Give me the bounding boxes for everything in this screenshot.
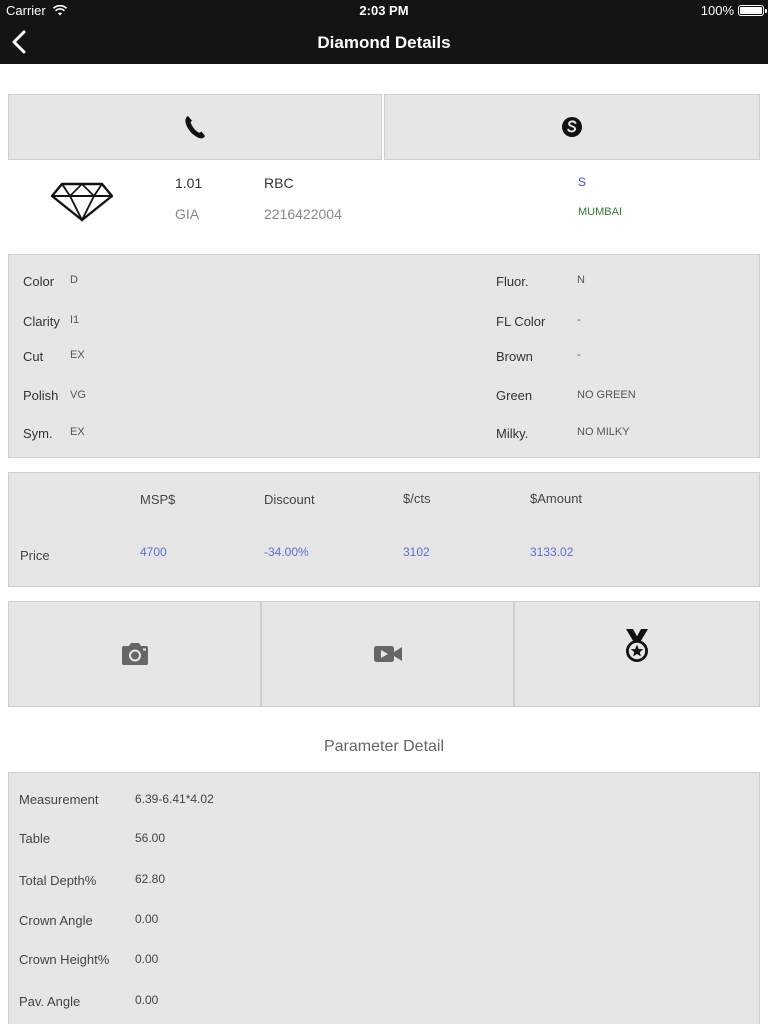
green-label: Green <box>496 388 533 403</box>
color-value: D <box>70 274 78 286</box>
carat-weight: 1.01 <box>175 175 203 191</box>
skype-icon <box>560 114 584 140</box>
milky-value: NO MILKY <box>577 426 630 438</box>
price-panel <box>8 472 760 587</box>
certificate-number: 2216422004 <box>264 206 342 222</box>
milky-label: Milky. <box>496 426 529 441</box>
total-depth-label: Total Depth% <box>19 873 97 888</box>
diamond-summary <box>8 160 760 254</box>
status-bar <box>0 0 768 20</box>
lab-name: GIA <box>175 206 200 222</box>
color-label: Color <box>23 274 55 289</box>
fl-color-value: - <box>577 314 581 326</box>
video-button[interactable] <box>261 601 514 707</box>
price-msp-value: 4700 <box>140 545 167 559</box>
symmetry-value: EX <box>70 426 85 438</box>
fluorescence-label: Fluor. <box>496 274 529 289</box>
location: MUMBAI <box>578 206 622 218</box>
price-header-discount: Discount <box>264 492 315 507</box>
price-discount-value: -34.00% <box>264 545 309 559</box>
table-label: Table <box>19 831 51 846</box>
shape: RBC <box>264 175 294 191</box>
clock: 2:03 PM <box>359 3 409 18</box>
clarity-value: I1 <box>70 314 80 326</box>
certificate-button[interactable] <box>514 601 760 707</box>
crown-height-value: 0.00 <box>135 952 159 966</box>
price-header-msp: MSP$ <box>140 492 176 507</box>
battery-icon <box>738 5 764 16</box>
medal-icon <box>622 628 652 664</box>
brown-value: - <box>577 349 581 361</box>
table-value: 56.00 <box>135 831 166 845</box>
page-title: Diamond Details <box>317 33 451 52</box>
price-header-per-carat: $/cts <box>403 491 431 506</box>
pavilion-angle-label: Pav. Angle <box>19 994 81 1009</box>
brown-label: Brown <box>496 349 533 364</box>
price-header-amount: $Amount <box>530 491 583 506</box>
crown-angle-label: Crown Angle <box>19 913 93 928</box>
carrier-label: Carrier <box>6 3 46 18</box>
polish-value: VG <box>70 389 86 401</box>
top-bar <box>0 0 768 64</box>
crown-angle-value: 0.00 <box>135 912 159 926</box>
symmetry-label: Sym. <box>23 426 53 441</box>
video-camera-icon <box>373 644 403 664</box>
battery-percent: 100% <box>700 3 734 18</box>
cut-value: EX <box>70 349 85 361</box>
price-row-label: Price <box>20 548 50 563</box>
phone-icon <box>183 114 207 140</box>
parameter-detail-title: Parameter Detail <box>323 738 445 755</box>
photo-button[interactable] <box>8 601 261 707</box>
status-badge: S <box>578 175 587 189</box>
fluorescence-value: N <box>577 274 585 286</box>
measurement-value: 6.39-6.41*4.02 <box>135 792 214 806</box>
attributes-panel <box>8 254 760 458</box>
clarity-label: Clarity <box>23 314 60 329</box>
polish-label: Polish <box>23 388 59 403</box>
cut-label: Cut <box>23 349 44 364</box>
skype-button[interactable] <box>384 94 760 160</box>
total-depth-value: 62.80 <box>135 872 166 886</box>
camera-icon <box>120 642 150 666</box>
price-amount-value: 3133.02 <box>530 545 574 559</box>
parameter-panel <box>8 772 760 1024</box>
measurement-label: Measurement <box>19 792 99 807</box>
crown-height-label: Crown Height% <box>19 952 110 967</box>
green-value: NO GREEN <box>577 389 636 401</box>
price-per-carat-value: 3102 <box>403 545 430 559</box>
pavilion-angle-value: 0.00 <box>135 993 159 1007</box>
diamond-icon <box>50 182 114 227</box>
call-button[interactable] <box>8 94 382 160</box>
fl-color-label: FL Color <box>496 314 546 329</box>
